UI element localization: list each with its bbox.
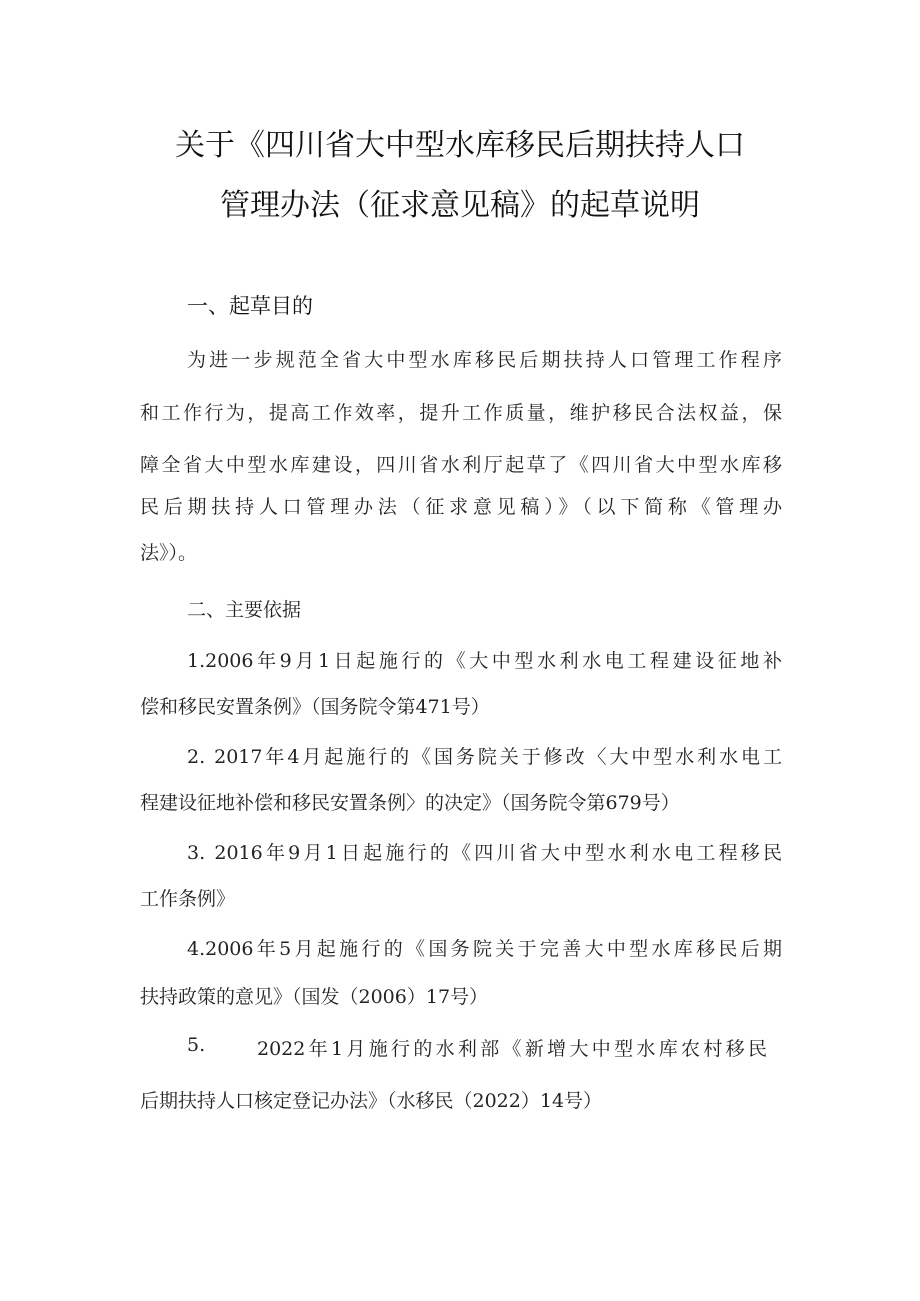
basis-item-1-line-2: 偿和移民安置条例》（国务院令第471号） xyxy=(140,696,490,718)
basis-item-3-line-1: 3. 2016年9月1日起施行的《四川省大中型水利水电工程移民 xyxy=(187,842,782,864)
basis-item-4-line-1: 4.2006年5月起施行的《国务院关于完善大中型水库移民后期 xyxy=(187,938,782,960)
basis-item-5-number: 5. xyxy=(187,1034,206,1056)
paragraph-line: 障全省大中型水库建设，四川省水利厅起草了《四川省大中型水库移 xyxy=(140,454,782,476)
basis-item-5-line-1 xyxy=(187,1034,767,1061)
paragraph-line: 民后期扶持人口管理办法（征求意见稿）》（以下简称《管理办 xyxy=(140,496,782,518)
basis-item-5-text: 2022年1月施行的水利部《新增大中型水库农村移民 xyxy=(257,1038,767,1060)
paragraph-line: 为进一步规范全省大中型水库移民后期扶持人口管理工作程序 xyxy=(187,349,782,371)
document-title-line-2: 管理办法（征求意见稿》的起草说明 xyxy=(220,188,700,223)
document-title-line-1: 关于《四川省大中型水库移民后期扶持人口 xyxy=(175,128,745,163)
basis-item-2-line-2: 程建设征地补偿和移民安置条例〉的决定》（国务院令第679号） xyxy=(140,792,680,814)
paragraph-line: 和工作行为，提高工作效率，提升工作质量，维护移民合法权益，保 xyxy=(140,402,782,424)
basis-item-5-line-2: 后期扶持人口核定登记办法》（水移民（2022）14号） xyxy=(140,1090,603,1112)
section-heading-purpose: 一、起草目的 xyxy=(187,294,313,318)
basis-item-4-line-2: 扶持政策的意见》（国发（2006）17号） xyxy=(140,986,489,1008)
basis-item-1-line-1: 1.2006年9月1日起施行的《大中型水利水电工程建设征地补 xyxy=(187,650,782,672)
basis-item-2-line-1: 2. 2017年4月起施行的《国务院关于修改〈大中型水利水电工 xyxy=(187,746,782,768)
paragraph-line: 法》）。 xyxy=(140,542,198,564)
section-heading-basis: 二、主要依据 xyxy=(187,599,302,621)
basis-item-3-line-2: 工作条例》 xyxy=(140,888,236,910)
